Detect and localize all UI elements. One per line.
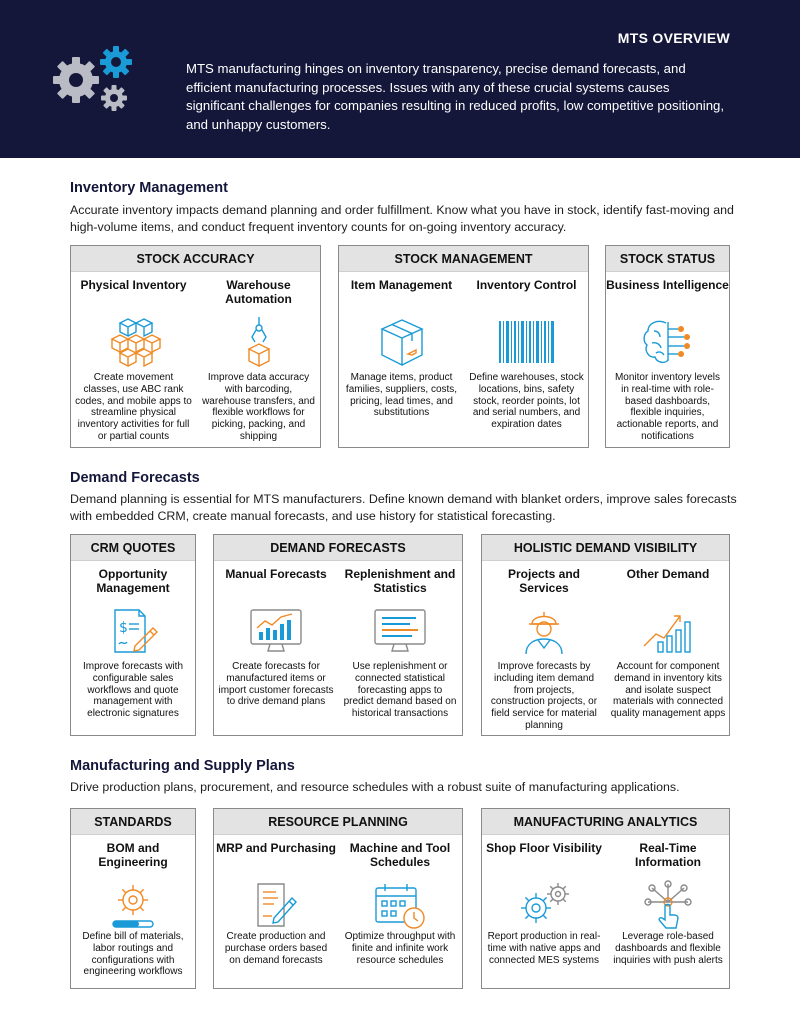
projects-services-column (482, 561, 606, 736)
standards-box (70, 808, 196, 989)
worker-icon (516, 606, 572, 656)
column-text: Create production and purchase orders based on demand forecasts (224, 931, 328, 966)
gears-icon (516, 880, 572, 930)
column-title: Inventory Control (476, 278, 577, 292)
column-title: Warehouse Automation (225, 278, 292, 306)
replenishment-statistics-column (338, 561, 462, 736)
business-intelligence-column (606, 272, 729, 448)
machine-tool-schedules-column (338, 835, 462, 989)
column-text: Define warehouses, stock locations, bins, safety stock, reorder points, lot and serial numbers, and expiration dates (469, 372, 584, 431)
stock-management-box (338, 245, 589, 448)
column-title: Shop Floor Visibility (486, 841, 602, 855)
inventory-section-desc: Accurate inventory impacts demand planning and order fulfillment. Know what you have in stock, identify fast-moving and high-volume items, and conduct frequent inventory counts for on-going inventory accuracy. (70, 203, 734, 234)
crm-quotes-box (70, 534, 196, 736)
monitor-chart-icon (248, 606, 304, 656)
column-title: Manual Forecasts (225, 567, 327, 581)
opportunity-management-column (71, 561, 195, 736)
demand-section-title: Demand Forecasts (70, 470, 200, 486)
growth-chart-icon (640, 606, 696, 656)
shop-floor-visibility-column (482, 835, 606, 989)
inventory-section-title: Inventory Management (70, 180, 228, 196)
column-text: Monitor inventory levels in real-time with role-based dashboards, flexible inquiries, actionable reports, and notifications (614, 372, 721, 442)
manufacturing-analytics-box (481, 808, 730, 989)
other-demand-column (606, 561, 730, 736)
header-intro: MTS manufacturing hinges on inventory transparency, precise demand forecasts, and efficient manufacturing processes. Issues with any of these crucial systems causes significant challenges for companies resulting in reduced profits, low competitive positioning, and unhappy customers. (186, 61, 725, 132)
box-heading: STANDARDS (71, 809, 195, 835)
physical-inventory-column (71, 272, 196, 448)
column-text: Report production in real-time with native apps and connected MES systems (487, 931, 601, 966)
column-text: Define bill of materials, labor routings and configurations with engineering workflows (82, 931, 184, 978)
box-heading: CRM QUOTES (71, 535, 195, 561)
box-icon (374, 317, 430, 367)
gears-logo-icon (52, 44, 136, 116)
calendar-clock-icon (372, 880, 428, 930)
quote-document-icon (105, 606, 161, 656)
column-title: BOM and Engineering (98, 841, 168, 869)
real-time-information-column (606, 835, 730, 989)
holistic-demand-visibility-box (481, 534, 730, 736)
column-text: Use replenishment or connected statistical forecasting apps to predict demand based on historical transactions (343, 661, 457, 720)
mrp-purchasing-column (214, 835, 338, 989)
stock-accuracy-box (70, 245, 321, 448)
box-heading: DEMAND FORECASTS (214, 535, 462, 561)
brain-icon (640, 317, 696, 367)
column-text: Create movement classes, use ABC rank codes, and mobile apps to streamline physical inventory activities for full or partial counts (75, 372, 192, 442)
barcode-icon (499, 317, 555, 367)
column-title: Item Management (350, 278, 453, 292)
inventory-control-column (464, 272, 589, 448)
column-title: Physical Inventory (80, 278, 187, 292)
column-title: Business Intelligence (606, 278, 729, 292)
manual-forecasts-column (214, 561, 338, 736)
svg-text:$: $ (119, 620, 128, 636)
header-banner (0, 0, 800, 158)
bom-engineering-column (71, 835, 195, 989)
manufacturing-section-title: Manufacturing and Supply Plans (70, 758, 295, 774)
gear-progress-icon (105, 880, 161, 930)
column-title: Replenishment and Statistics (344, 567, 456, 595)
manufacturing-section-desc: Drive production plans, procurement, and resource schedules with a robust suite of manufacturing applications. (70, 780, 680, 794)
column-title: Real-Time Information (635, 841, 701, 869)
demand-forecasts-box (213, 534, 463, 736)
warehouse-automation-column (196, 272, 321, 448)
column-title: Other Demand (626, 567, 710, 581)
column-text: Improve forecasts with configurable sales workflows and quote management with electronic signatures (82, 661, 184, 720)
cubes-icon (106, 317, 162, 367)
column-text: Create forecasts for manufactured items or import customer forecasts to drive demand plans (218, 661, 334, 708)
box-heading: STOCK ACCURACY (71, 246, 320, 272)
column-text: Improve forecasts by including item demand from projects, construction projects, or field service for material planning (490, 661, 598, 731)
demand-section-desc: Demand planning is essential for MTS manufacturers. Define known demand with blanket orders, improve sales forecasts with embedded CRM, create manual forecasts, and use history for statistical forecasting. (70, 492, 737, 523)
order-pencil-icon (248, 880, 304, 930)
column-text: Improve data accuracy with barcoding, warehouse transfers, and flexible workflows for picking, packing, and shipping (202, 372, 315, 442)
box-heading: RESOURCE PLANNING (214, 809, 462, 835)
item-management-column (339, 272, 464, 448)
column-text: Leverage role-based dashboards and flexible inquiries with push alerts (613, 931, 723, 966)
column-text: Optimize throughput with finite and infinite work resource schedules (344, 931, 456, 966)
column-text: Account for component demand in inventory kits and isolate suspect materials with connected quality management apps (610, 661, 726, 720)
resource-planning-box (213, 808, 463, 989)
column-text: Manage items, product families, suppliers, costs, pricing, lead times, and substitutions (345, 372, 458, 419)
box-heading: MANUFACTURING ANALYTICS (482, 809, 729, 835)
header-title: MTS OVERVIEW (617, 30, 730, 46)
box-heading: HOLISTIC DEMAND VISIBILITY (482, 535, 729, 561)
stock-status-box (605, 245, 730, 448)
column-title: MRP and Purchasing (216, 841, 336, 855)
monitor-list-icon (372, 606, 428, 656)
column-title: Projects and Services (507, 567, 581, 595)
box-heading: STOCK MANAGEMENT (339, 246, 588, 272)
robot-arm-icon (231, 317, 287, 367)
box-heading: STOCK STATUS (606, 246, 729, 272)
touch-network-icon (640, 880, 696, 930)
column-title: Machine and Tool Schedules (349, 841, 451, 869)
column-title: Opportunity Management (96, 567, 170, 595)
